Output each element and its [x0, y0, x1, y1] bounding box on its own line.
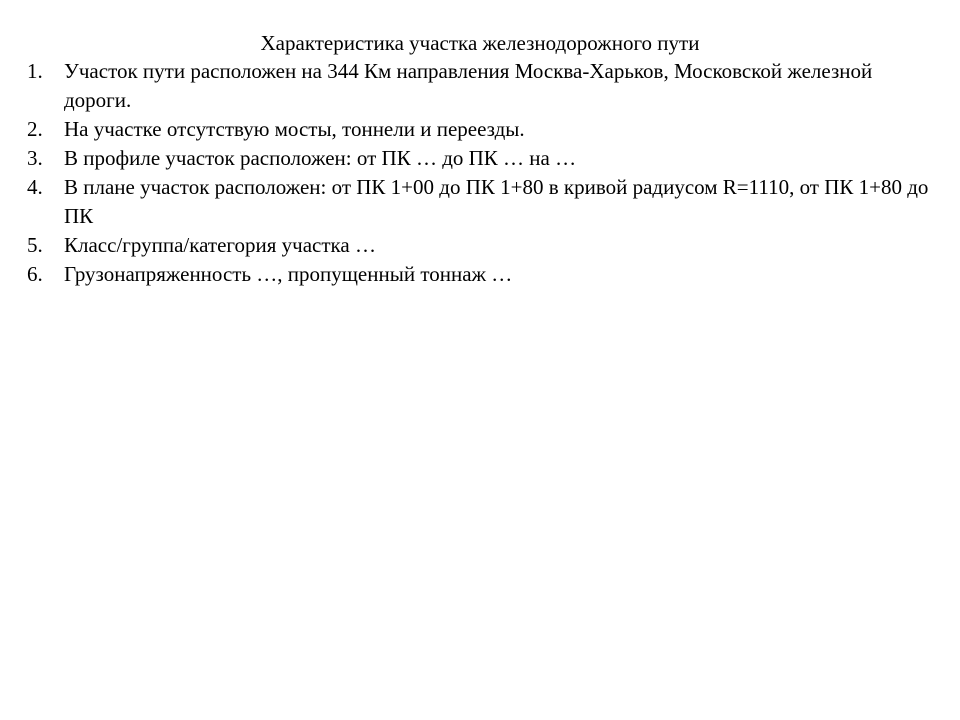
- list-item: [24, 144, 936, 173]
- list-item: [24, 115, 936, 144]
- list-item-text: В плане участок расположен: от ПК 1+00 до ПК 1+80 в кривой радиусом R=1110, от ПК 1+80 до ПК: [64, 175, 929, 228]
- list-item-number: 3.: [27, 146, 43, 170]
- list-item-text: На участке отсутствую мосты, тоннели и переезды.: [64, 117, 525, 141]
- list-item-text: Участок пути расположен на 344 Км направления Москва-Харьков, Московской железной дороги.: [64, 59, 873, 112]
- list-item: [24, 231, 936, 260]
- list-item: [24, 260, 936, 289]
- list-item-number: 1.: [27, 59, 43, 83]
- list-item: [24, 173, 936, 231]
- document-title: Характеристика участка железнодорожного пути: [260, 31, 700, 55]
- list-item-number: 4.: [27, 175, 43, 199]
- list-item-text: В профиле участок расположен: от ПК … до ПК … на …: [64, 146, 577, 170]
- list-item-text: Класс/группа/категория участка …: [64, 233, 376, 257]
- list-item-number: 6.: [27, 262, 43, 286]
- list-item-number: 5.: [27, 233, 43, 257]
- list-item-text: Грузонапряженность …, пропущенный тоннаж …: [64, 262, 513, 286]
- list-item: [24, 57, 936, 115]
- list-item-number: 2.: [27, 117, 43, 141]
- characteristics-list: [24, 57, 936, 289]
